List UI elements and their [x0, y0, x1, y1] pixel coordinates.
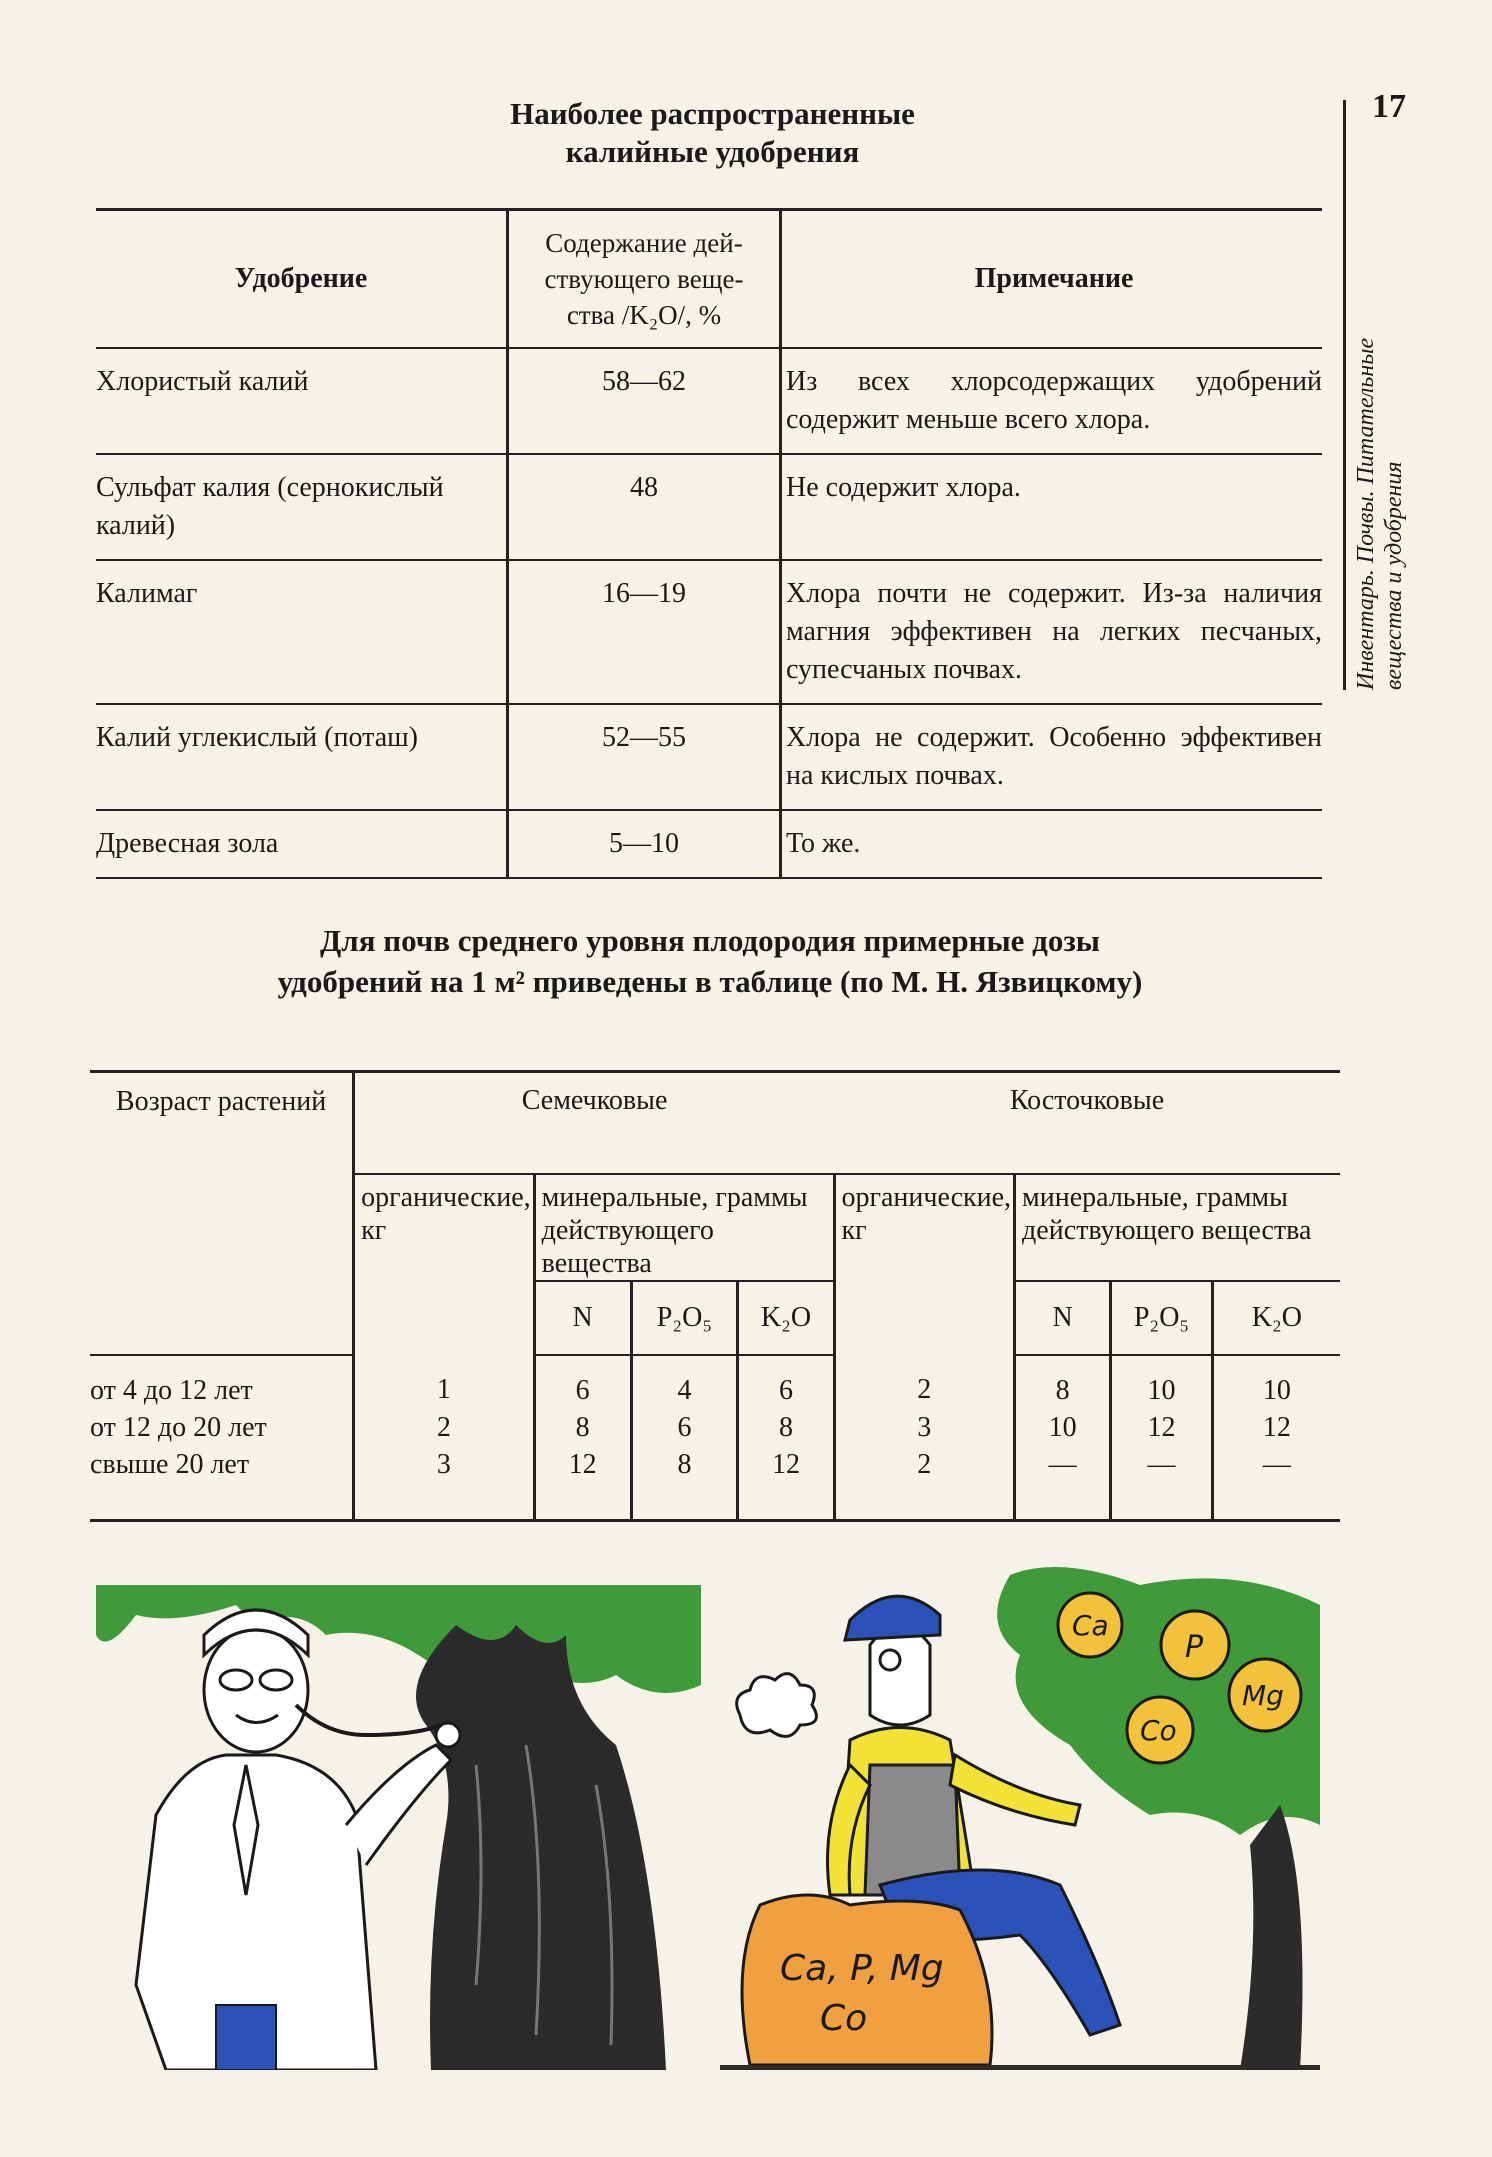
fertilizer-name: Калимаг	[96, 560, 508, 704]
side-caption-line2: вещества и удобрения	[1381, 461, 1407, 690]
pome-organic-cell: 1	[354, 1355, 535, 1409]
age-cell: от 12 до 20 лет	[90, 1409, 354, 1446]
stone-p-cell: 10	[1111, 1355, 1213, 1409]
age-cell: свыше 20 лет	[90, 1446, 354, 1521]
doctor-figure	[136, 1610, 460, 2070]
farmer-bag-illustration	[720, 1565, 1320, 2070]
table2-title-line1: Для почв среднего уровня плодородия примерные дозы	[319, 923, 1101, 958]
header-pome: Семечковые	[354, 1072, 834, 1175]
side-caption-line1: Инвентарь. Почвы. Питательные	[1353, 337, 1379, 690]
fruit-co-label: Co	[1140, 1714, 1177, 1747]
pome-n-cell: 6	[534, 1355, 631, 1409]
pome-k-cell: 8	[738, 1409, 834, 1446]
fertilizer-content: 5—10	[508, 810, 781, 878]
table-row	[96, 348, 1322, 454]
header-stone-organic: органические, кг	[834, 1174, 1015, 1355]
header-content-line: ства /K₂O/, %	[566, 300, 722, 330]
side-caption	[1352, 210, 1408, 690]
fruit-p-label: P	[1185, 1630, 1204, 1665]
table-row	[96, 454, 1322, 560]
header-stone: Косточковые	[834, 1072, 1340, 1175]
header-age: Возраст растений	[90, 1072, 354, 1356]
header-stone-n: N	[1015, 1281, 1111, 1355]
table-row	[96, 704, 1322, 810]
pome-k-cell: 12	[738, 1446, 834, 1521]
stone-p-cell: —	[1111, 1446, 1213, 1521]
stone-organic-cell: 2	[834, 1355, 1015, 1409]
header-content	[508, 210, 781, 349]
fertilizer-content: 16—19	[508, 560, 781, 704]
fertilizer-bag	[742, 1895, 992, 2065]
header-content-line: ствующего веще-	[544, 264, 744, 294]
potassium-fertilizers-table	[96, 208, 1322, 879]
pome-p-cell: 6	[631, 1409, 738, 1446]
fertilizer-note: Не содержит хлора.	[781, 454, 1323, 560]
fertilizer-name: Древесная зола	[96, 810, 508, 878]
table-row	[90, 1355, 1340, 1409]
age-cell: от 4 до 12 лет	[90, 1355, 354, 1409]
bag-label-line2: Co	[820, 1998, 868, 2039]
header-content-line: Содержание дей-	[545, 228, 743, 258]
foliage	[96, 1585, 701, 1693]
pome-organic-cell: 2	[354, 1409, 535, 1446]
table1-title-line1: Наиболее распространенные	[510, 96, 915, 131]
fertilizer-doses-table-wrap	[90, 1070, 1340, 1522]
ground-line	[720, 2065, 1320, 2070]
header-stone-k: K₂O	[1212, 1281, 1340, 1355]
stone-organic-cell: 2	[834, 1446, 1015, 1521]
stone-k-cell: 10	[1262, 1375, 1291, 1406]
fertilizer-name: Сульфат калия (сернокислый калий)	[96, 454, 508, 560]
header-fertilizer: Удобрение	[96, 210, 508, 349]
header-stone-mineral: минеральные, граммы действующего вещества	[1015, 1174, 1340, 1281]
header-note: Примечание	[781, 210, 1323, 349]
thought-cloud	[737, 1674, 817, 1737]
fertilizer-note: Хлора не содержит. Особенно эффективен на кислых почвах.	[781, 704, 1323, 810]
table2-title	[90, 920, 1330, 1002]
fertilizer-note: Хлора почти не содержит. Из-за наличия магния эффективен на легких песчаных, супесчаных почвах.	[781, 560, 1323, 704]
pome-organic-cell: 3	[354, 1446, 535, 1521]
table1-title-line2: калийные удобрения	[565, 134, 860, 169]
fruit-mg-label: Mg	[1242, 1679, 1284, 1712]
pome-k-cell: 6	[738, 1355, 834, 1409]
table2-title-line2: удобрений на 1 м² приведены в таблице (по М. Н. Язвицкому)	[277, 964, 1143, 999]
fruit-ca-label: Ca	[1072, 1609, 1109, 1642]
header-stone-p: P₂O₅	[1111, 1281, 1213, 1355]
table-row	[90, 1446, 1340, 1521]
header-pome-k: K₂O	[738, 1281, 834, 1355]
pome-p-cell: 8	[631, 1446, 738, 1521]
stone-n-cell: 8	[1015, 1355, 1111, 1409]
table-row	[96, 560, 1322, 704]
side-rule	[1343, 100, 1346, 690]
fertilizer-note: Из всех хлорсодержащих удобрений содержит меньше всего хлора.	[781, 348, 1323, 454]
fertilizer-content: 58—62	[508, 348, 781, 454]
stone-p-cell: 12	[1111, 1409, 1213, 1446]
header-pome-mineral: минеральные, граммы действующего вещества	[534, 1174, 834, 1281]
pome-n-cell: 8	[534, 1409, 631, 1446]
tree-trunk	[416, 1625, 666, 2070]
header-pome-p: P₂O₅	[631, 1281, 738, 1355]
stone-organic-cell: 3	[834, 1409, 1015, 1446]
header-pome-n: N	[534, 1281, 631, 1355]
header-pome-organic: органические, кг	[354, 1174, 535, 1355]
fertilizer-content: 48	[508, 454, 781, 560]
fertilizer-note: То же.	[781, 810, 1323, 878]
fertilizer-name: Калий углекислый (поташ)	[96, 704, 508, 810]
stone-n-cell: —	[1015, 1446, 1111, 1521]
table-row	[96, 810, 1322, 878]
bag-label-line1: Ca, P, Mg	[780, 1948, 944, 1989]
cap	[845, 1596, 940, 1640]
stone-k-cell: 12	[1262, 1412, 1291, 1443]
page-number: 17	[1372, 88, 1406, 125]
pome-n-cell: 12	[534, 1446, 631, 1521]
fertilizer-content: 52—55	[508, 704, 781, 810]
table-row	[90, 1409, 1340, 1446]
stone-n-cell: 10	[1015, 1409, 1111, 1446]
stone-k-cell: —	[1212, 1446, 1340, 1521]
fertilizer-doses-table	[90, 1070, 1340, 1522]
pome-p-cell: 4	[631, 1355, 738, 1409]
fertilizer-name: Хлористый калий	[96, 348, 508, 454]
doctor-tree-illustration	[96, 1565, 701, 2070]
table1-title	[100, 95, 1325, 171]
